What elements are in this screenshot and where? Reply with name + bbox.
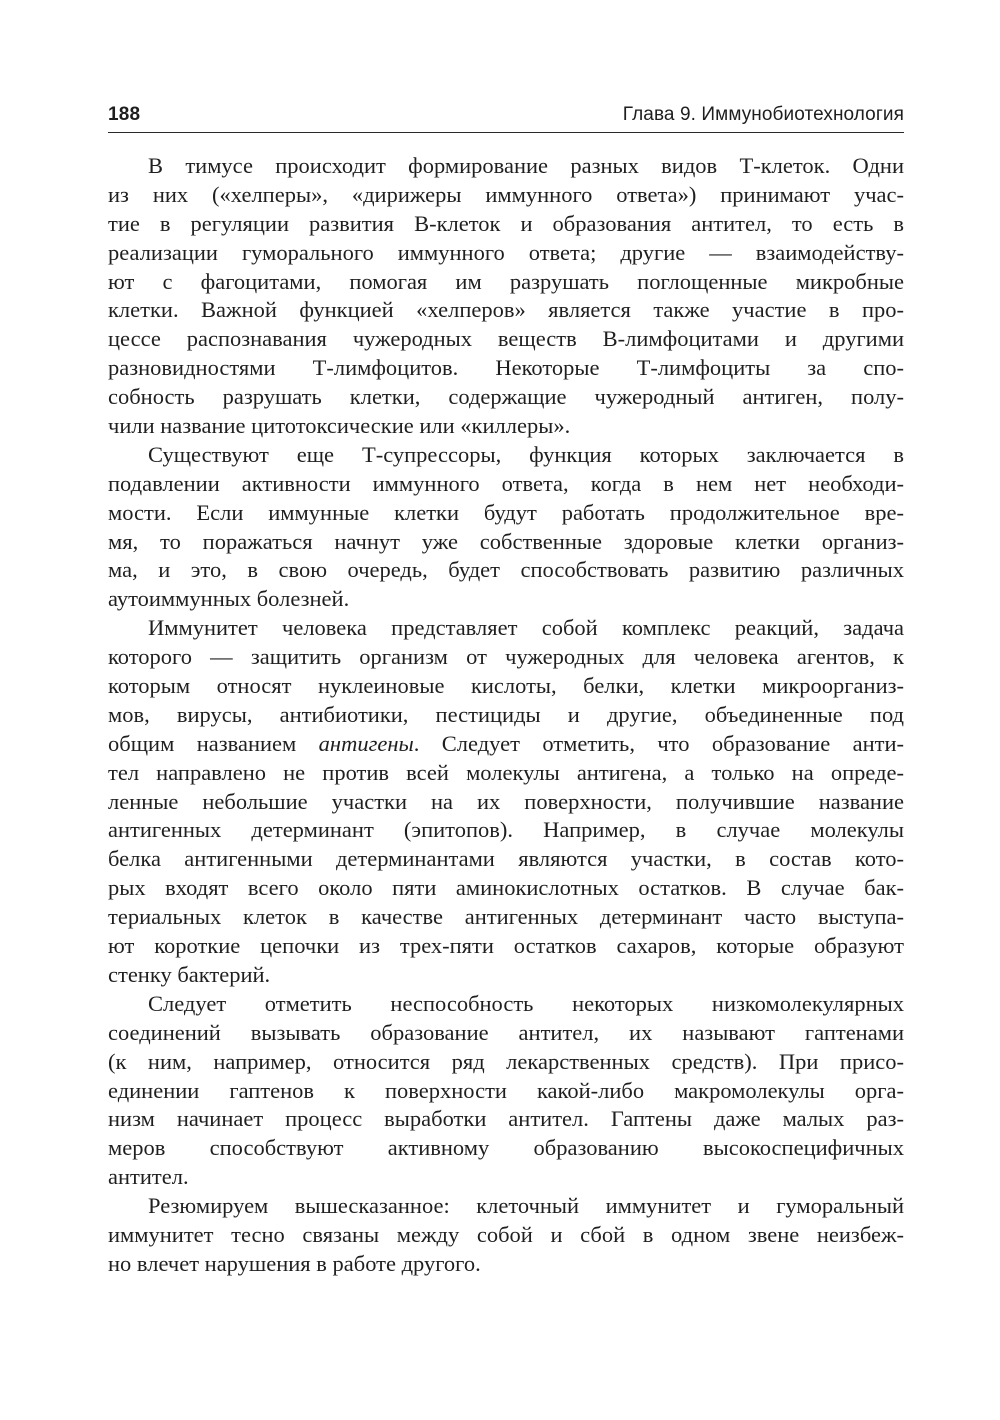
text-line: териальных клеток в качестве антигенных детерминант часто выступа- [108,904,904,930]
text-line: (к ним, например, относится ряд лекарственных средств). При присо- [108,1048,904,1074]
text-line: чили название цитотоксические или «киллеры». [108,413,571,439]
text-line: Иммунитет человека представляет собой комплекс реакций, задача [148,615,904,641]
paragraph-antigens [108,614,904,990]
page-number: 188 [108,104,141,125]
running-header [108,98,904,133]
text-line: Существуют еще Т-супрессоры, функция которых заключается в [148,441,904,467]
text-line: мов, вирусы, антибиотики, пестициды и другие, объединенные под [108,701,904,727]
text-line: единении гаптенов к поверхности какой-либо макромолекулы орга- [108,1077,904,1103]
text-fragment: . Следует отметить, что образование анти- [413,730,904,756]
italic-term-antigens: антигены [318,730,414,756]
text-line: мя, то поражаться начнут уже собственные здоровые клетки организ- [108,528,904,554]
text-line: тие в регуляции развития В-клеток и образования антител, то есть в [108,210,904,236]
text-line: антител. [108,1164,189,1190]
text-line: из них («хелперы», «дирижеры иммунного ответа») принимают учас- [108,181,904,207]
text-fragment: общим названием [108,730,297,756]
text-line: но влечет нарушения в работе другого. [108,1250,481,1276]
text-line-mixed [108,730,904,759]
text-line: низм начинает процесс выработки антител. Гаптены даже малых раз- [108,1106,904,1132]
text-line: подавлении активности иммунного ответа, когда в нем нет необходи- [108,470,904,496]
text-line: иммунитет тесно связаны между собой и сбой в одном звене неизбеж- [108,1221,904,1247]
paragraph-haptens [108,990,904,1192]
text-line: мости. Если иммунные клетки будут работать продолжительное вре- [108,499,904,525]
text-line: Следует отметить неспособность некоторых низкомолекулярных [148,990,904,1016]
text-line: тел направлено не против всей молекулы антигена, а только на опреде- [108,759,904,785]
text-line: которым относят нуклеиновые кислоты, белки, клетки микроорганиз- [108,673,904,699]
text-line: реализации гуморального иммунного ответа; другие — взаимодейству- [108,239,904,265]
text-line: белка антигенными детерминантами являются участки, в состав кото- [108,846,904,872]
text-line: ют с фагоцитами, помогая им разрушать поглощенные микробные [108,268,904,294]
text-line: В тимусе происходит формирование разных видов Т-клеток. Одни [148,153,904,178]
text-line: цессе распознавания чужеродных веществ В-лимфоцитами и другими [108,326,904,352]
text-line: меров способствуют активному образованию высокоспецифичных [108,1135,904,1161]
paragraph-t-suppressors [108,441,904,614]
text-line: ют короткие цепочки из трех-пяти остатков сахаров, которые образуют [108,933,904,959]
text-line: аутоиммунных болезней. [108,586,350,612]
text-line: клетки. Важной функцией «хелперов» является также участие в про- [108,297,904,323]
text-line: соединений вызывать образование антител, их называют гаптенами [108,1019,904,1045]
text-line: антигенных детерминант (эпитопов). Например, в случае молекулы [108,817,904,843]
body-text [108,152,904,1279]
text-line: рых входят всего около пяти аминокислотных остатков. В случае бак- [108,875,904,901]
text-line: стенку бактерий. [108,961,271,987]
paragraph-t-cells [108,152,904,441]
chapter-title: Глава 9. Иммунобиотехнология [622,104,904,125]
paragraph-summary [108,1192,904,1279]
text-line: собность разрушать клетки, содержащие чужеродный антиген, полу- [108,384,904,410]
text-line: Резюмируем вышесказанное: клеточный иммунитет и гуморальный [148,1193,904,1219]
text-line: ма, и это, в свою очередь, будет способствовать развитию различных [108,557,904,583]
text-line: разновидностями Т-лимфоцитов. Некоторые Т-лимфоциты за спо- [108,355,904,381]
text-line: которого — защитить организм от чужеродных для человека агентов, к [108,644,904,670]
text-line: ленные небольшие участки на их поверхности, получившие название [108,788,904,814]
